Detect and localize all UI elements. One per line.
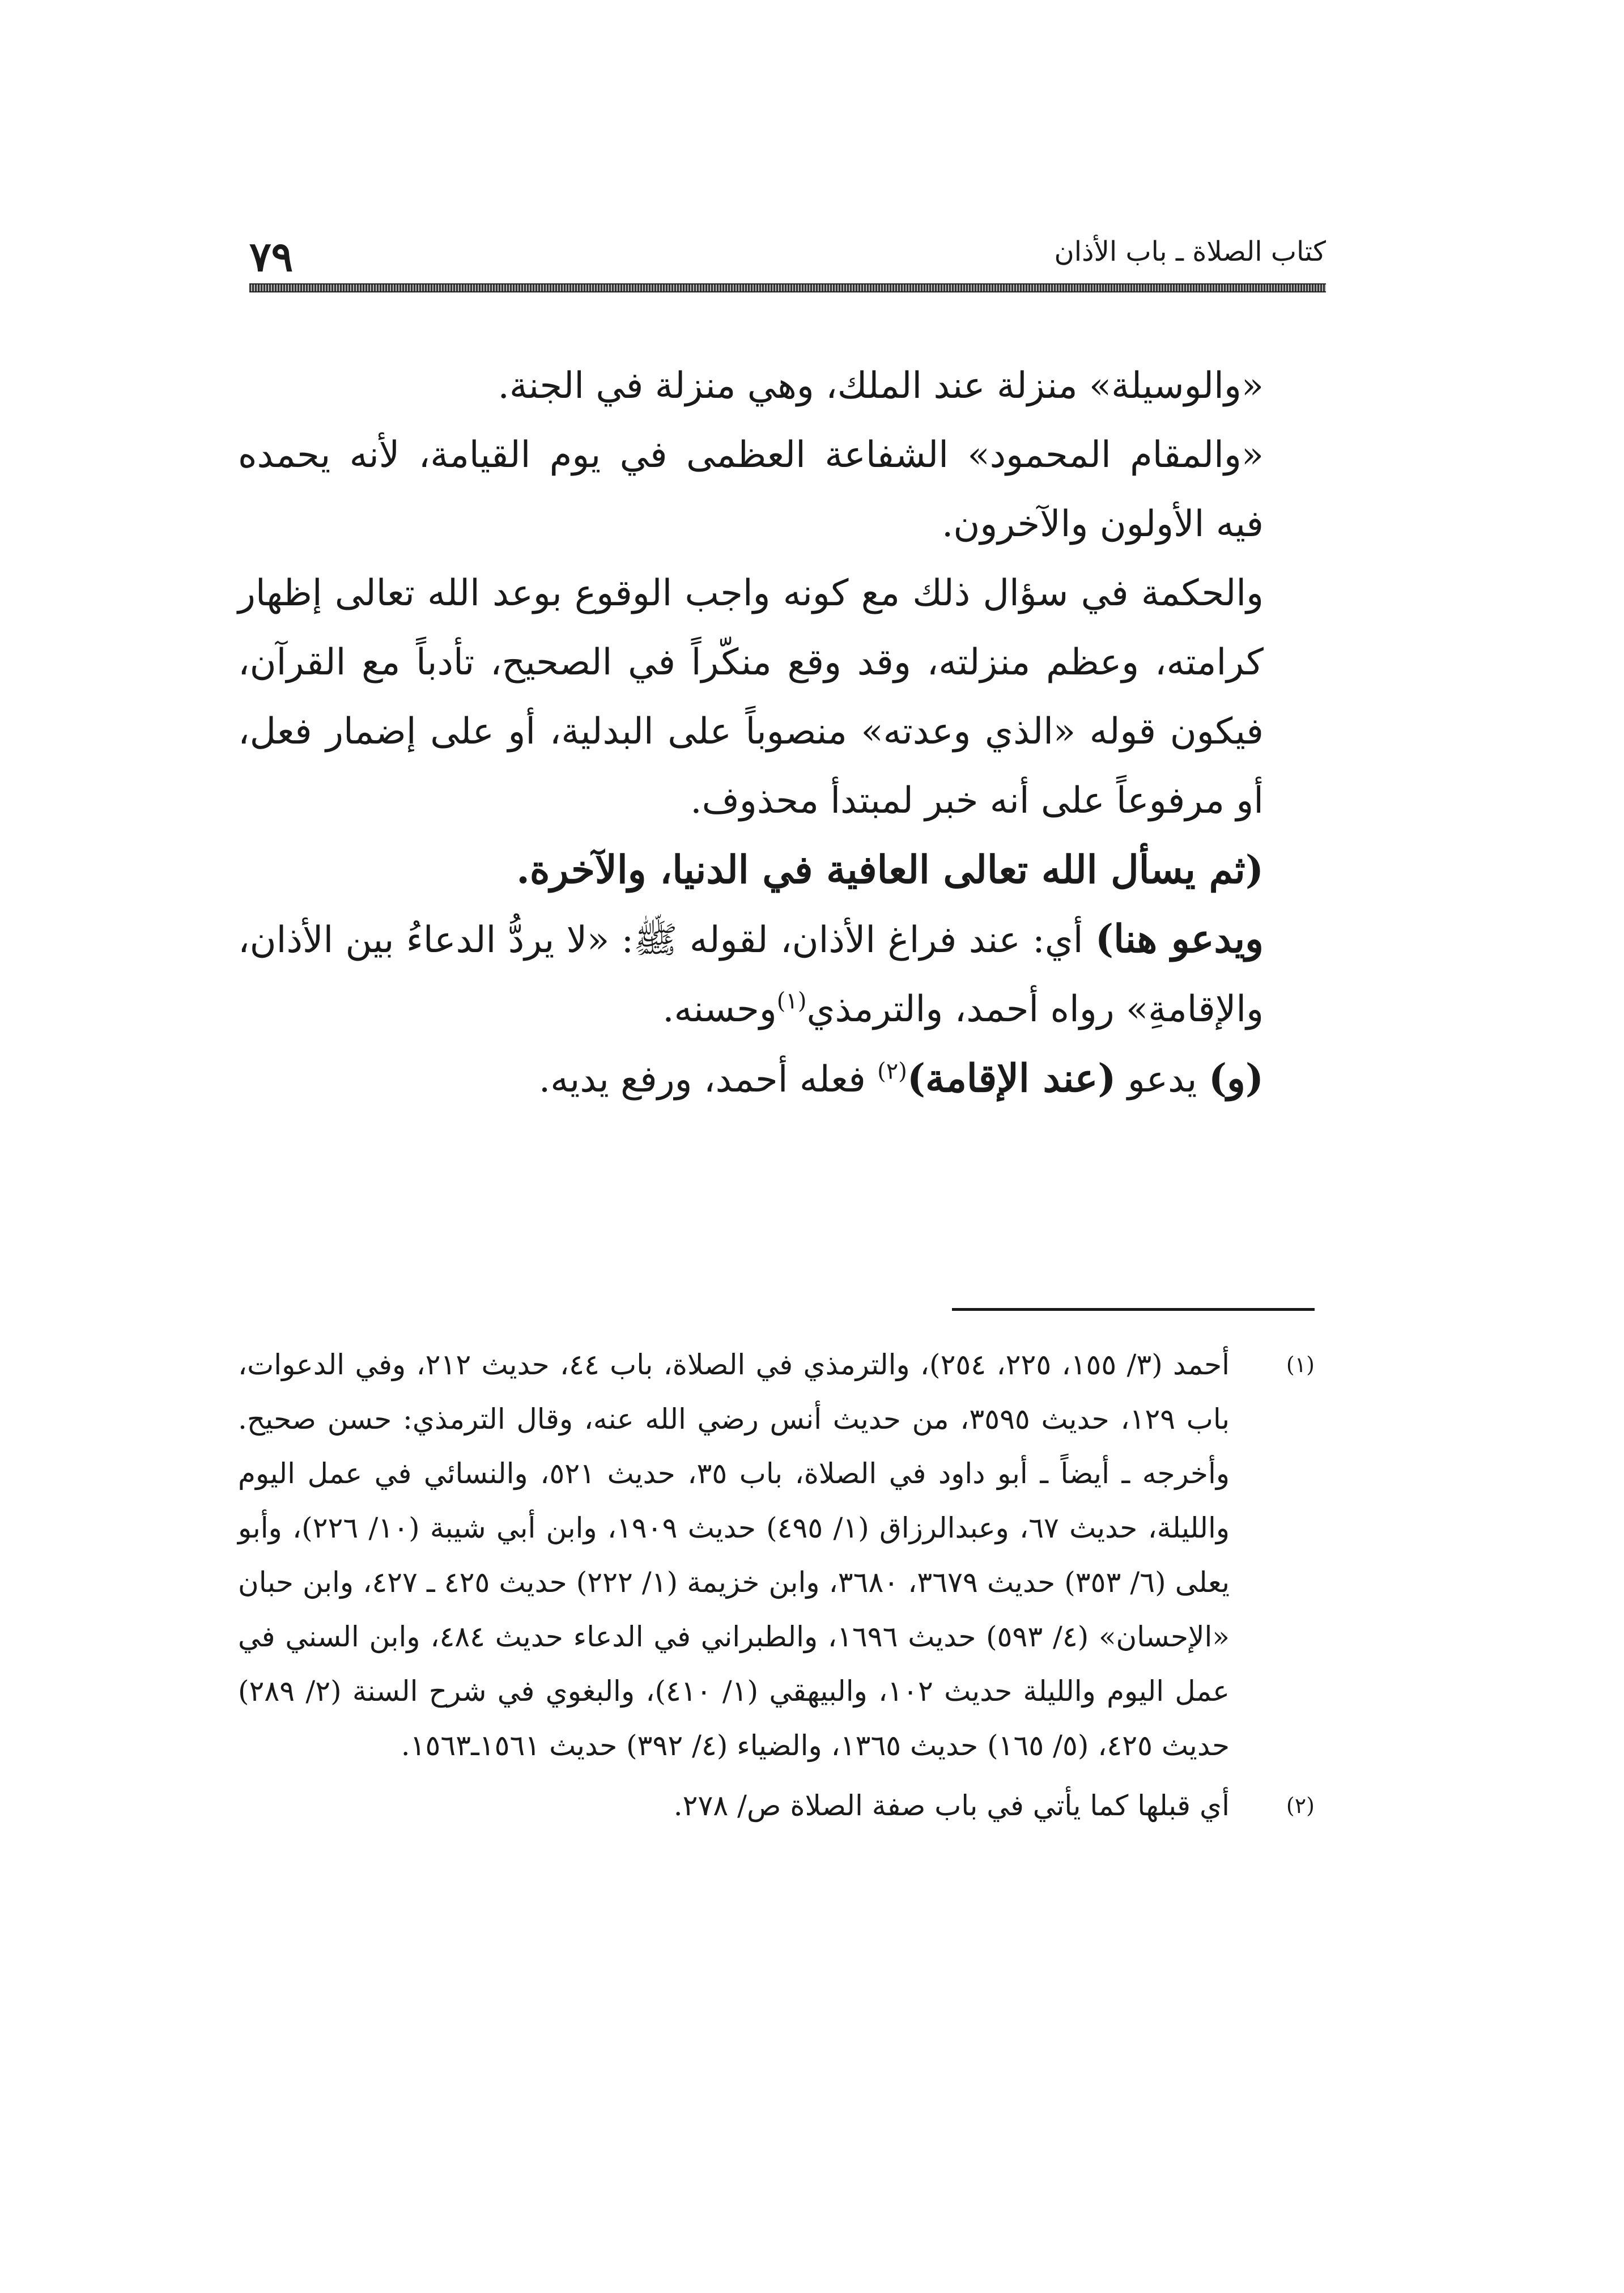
paragraph-maqam-mahmud: «والمقام المحمود» الشفاعة العظمى في يوم القيامة، لأنه يحمده فيه الأولون والآخرون. [238,434,1264,545]
matn-waw: (و) [1208,1056,1264,1101]
matn-inda-iqama: (عند الإقامة) [907,1056,1116,1101]
footnote-number: (٢) [1286,1793,1315,1818]
paragraph-yasal-afiya: (ثم يسأل الله تعالى العافية في الدنيا، والآخرة. [516,847,1264,893]
footnote-number: (١) [1286,1352,1315,1377]
footnote-text: أحمد (٣/ ١٥٥، ٢٢٥، ٢٥٤)، والترمذي في الصلاة، باب ٤٤، حديث ٢١٢، وفي الدعوات، باب ١٢٩، حديث ٣٥٩٥، من حديث أنس رضي الله عنه، وقال الترمذي: حسن صحيح. وأخرجه ـ أيضاً ـ أبو داود في الصلاة، باب ٣٥، حديث ٥٢١، والنسائي في عمل اليوم والليلة، حديث ٦٧، وعبدالرزاق (١/ ٤٩٥) حديث ١٩٠٩، وابن أبي شيبة (١٠/ ٢٢٦)، وأبو يعلى (٦/ ٣٥٣) حديث ٣٦٧٩، ٣٦٨٠، وابن خزيمة (١/ ٢٢٢) حديث ٤٢٥ ـ ٤٢٧، وابن حبان «الإحسان» (٤/ ٥٩٣) حديث ١٦٩٦، والطبراني في الدعاء حديث ٤٨٤، وابن السني في عمل اليوم والليلة حديث ١٠٢، والبيهقي (١/ ٤١٠)، والبغوي في شرح السنة (٢/ ٢٨٩) حديث ٤٢٥، (٥/ ١٦٥) حديث ١٣٦٥، والضياء (٤/ ٣٩٢) حديث ١٥٦١ـ١٥٦٣. [238,1348,1230,1762]
matn-yadu-huna: ويدعو هنا) [1095,916,1264,962]
footnote-separator [952,1308,1315,1311]
commentary-yadu: يدعو [1116,1059,1209,1101]
footnote-1 [238,1337,1315,1773]
page-number: ٧٩ [249,232,294,281]
commentary-ahmad: فعله أحمد، ورفع يديه. [538,1059,878,1101]
paragraph-wasila: «والوسيلة» منزلة عند الملك، وهي منزلة في الجنة. [498,365,1264,407]
running-header [249,232,1326,283]
header-rule [249,283,1326,292]
footnote-2 [238,1778,1315,1833]
footnotes [238,1337,1315,1833]
footnote-ref-2: (٢) [877,1058,907,1085]
paragraph-hikma: والحكمة في سؤال ذلك مع كونه واجب الوقوع بوعد الله تعالى إظهار كرامته، وعظم منزلته، وقد وقع منكّراً في الصحيح، تأدباً مع القرآن، فيكون قوله «الذي وعدته» منصوباً على البدلية، أو على إضمار فعل، أو مرفوعاً على أنه خبر لمبتدأ محذوف. [238,572,1264,822]
commentary-text: أي: عند فراغ الأذان، لقوله ﷺ: «لا يردُّ الدعاءُ بين الأذان، والإقامةِ» رواه أحمد، والترمذي [238,919,1264,1030]
paragraph-yadu-huna [238,905,1315,1044]
footnote-ref-1: (١) [776,988,807,1014]
footnote-text: أي قبلها كما يأتي في باب صفة الصلاة ص/ ٢٧٨. [673,1789,1230,1822]
chapter-title: كتاب الصلاة ـ باب الأذان [1054,236,1326,267]
main-text [238,351,1315,1114]
paragraph-inda-iqama [238,1044,1315,1114]
commentary-tail: وحسنه. [662,988,777,1030]
